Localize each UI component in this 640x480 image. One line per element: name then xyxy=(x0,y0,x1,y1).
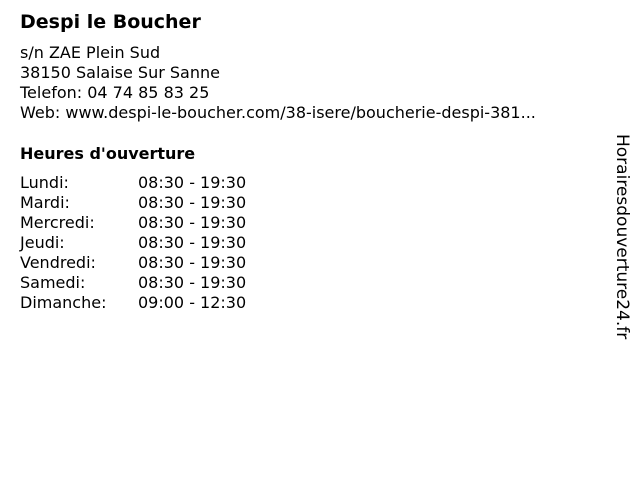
time-range: 08:30 - 19:30 xyxy=(138,193,247,212)
day-label: Jeudi: xyxy=(20,233,65,252)
web-line: Web: www.despi-le-boucher.com/38-isere/boucherie-despi-381... xyxy=(20,103,536,122)
day-label: Vendredi: xyxy=(20,253,96,272)
address-line-1: s/n ZAE Plein Sud xyxy=(20,43,161,62)
hours-heading: Heures d'ouverture xyxy=(20,144,196,163)
day-label: Samedi: xyxy=(20,273,86,292)
time-range: 08:30 - 19:30 xyxy=(138,233,247,252)
phone-line: Telefon: 04 74 85 83 25 xyxy=(20,83,210,102)
site-watermark: Horairesdouverture24.fr xyxy=(612,134,632,340)
day-label: Mercredi: xyxy=(20,213,95,232)
time-range: 08:30 - 19:30 xyxy=(138,273,247,292)
contact-block xyxy=(20,43,536,123)
time-range: 08:30 - 19:30 xyxy=(138,213,247,232)
business-name: Despi le Boucher xyxy=(20,11,201,33)
time-range: 09:00 - 12:30 xyxy=(138,293,247,312)
day-label: Dimanche: xyxy=(20,293,107,312)
day-label: Mardi: xyxy=(20,193,70,212)
time-range: 08:30 - 19:30 xyxy=(138,173,247,192)
address-line-2: 38150 Salaise Sur Sanne xyxy=(20,63,220,82)
day-label: Lundi: xyxy=(20,173,69,192)
time-range: 08:30 - 19:30 xyxy=(138,253,247,272)
